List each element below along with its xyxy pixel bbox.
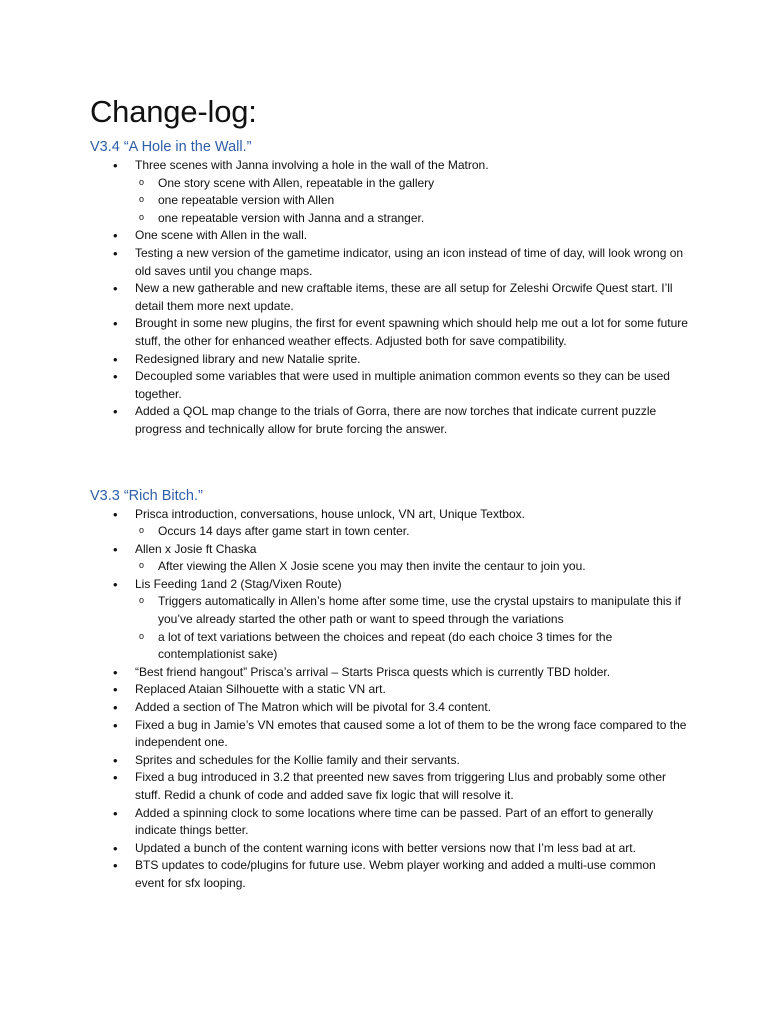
change-item [90,717,688,752]
change-item [90,351,688,369]
sub-change-item: o one repeatable version with Allen [135,192,688,210]
sub-change-list [135,558,688,576]
sub-change-item: o After viewing the Allen X Josie scene you may then invite the centaur to join you. [135,558,688,576]
change-item [90,227,688,245]
page-title: Change-log: [90,94,257,129]
sub-change-item: o One story scene with Allen, repeatable in the gallery [135,175,688,193]
change-item-text: Sprites and schedules for the Kollie family and their servants. [135,752,460,767]
change-item [90,857,688,892]
change-item [90,699,688,717]
version-section [90,487,688,893]
change-item-text: Fixed a bug in Jamie’s VN emotes that caused some a lot of them to be the wrong face compared to the independent one. [135,717,687,750]
change-item [90,280,688,315]
sub-change-item: o Occurs 14 days after game start in town center. [135,523,688,541]
change-item-text: One scene with Allen in the wall. [135,228,308,243]
change-item-text: Added a QOL map change to the trials of Gorra, there are now torches that indicate current puzzle progress and technically allow for brute forcing the answer. [135,404,657,436]
change-item-text: Lis Feeding 1and 2 (Stag/Vixen Route) [135,576,342,591]
change-item-text: Allen x Josie ft Chaska [135,541,257,556]
change-item-text: Decoupled some variables that were used in multiple animation common events so they can be used together. [135,369,670,401]
change-item [90,752,688,770]
sub-change-list [135,523,688,541]
change-item [90,769,688,804]
sub-change-list [135,175,688,228]
change-item-text: BTS updates to code/plugins for future use. Webm player working and added a multi-use common event for sfx looping. [135,858,656,890]
change-item [90,315,688,350]
sub-change-item: o a lot of text variations between the choices and repeat (do each choice 3 times for the contemplationist sake) [135,629,688,664]
change-list [90,157,688,439]
change-item [90,245,688,280]
change-item-text: Testing a new version of the gametime indicator, using an icon instead of time of day, will look wrong on old saves until you change maps. [135,245,684,278]
change-item-text: New a new gatherable and new craftable items, these are all setup for Zeleshi Orcwife Quest start. I’ll detail them more next update. [135,281,673,313]
change-item-text: Brought in some new plugins, the first for event spawning which should help me out a lot for some future stuff, the other for enhanced weather effects. Adjusted both for save compatibility. [135,316,688,348]
changelog-sections [90,138,688,893]
sub-change-item: o one repeatable version with Janna and a stranger. [135,210,688,228]
change-item-text: Added a spinning clock to some locations where time can be passed. Part of an effort to generally indicate things better. [135,805,654,838]
change-item [90,368,688,403]
change-item-text: Replaced Ataian Silhouette with a static VN art. [135,682,386,697]
section-spacer [90,439,688,487]
change-item [90,157,688,227]
change-item-text: “Best friend hangout” Prisca’s arrival – Starts Prisca quests which is currently TBD holder. [135,664,611,679]
change-item [90,664,688,682]
change-item [90,576,688,664]
change-item-text: Added a section of The Matron which will be pivotal for 3.4 content. [135,700,491,715]
change-item [90,681,688,699]
change-item [90,403,688,438]
change-item-text: Prisca introduction, conversations, house unlock, VN art, Unique Textbox. [135,506,525,521]
version-heading: V3.4 “A Hole in the Wall.” [90,139,252,155]
change-item [90,506,688,541]
change-item-text: Fixed a bug introduced in 3.2 that preented new saves from triggering Llus and probably some other stuff. Redid a chunk of code and added save fix logic that will resolve it. [135,770,666,802]
sub-change-list [135,593,688,663]
change-item-text: Three scenes with Janna involving a hole in the wall of the Matron. [135,158,489,172]
change-item-text: Updated a bunch of the content warning icons with better versions now that I’m less bad at art. [135,840,636,855]
change-item-text: Redesigned library and new Natalie sprite. [135,351,361,366]
version-heading: V3.3 “Rich Bitch.” [90,487,203,504]
change-item [90,541,688,576]
change-item [90,805,688,840]
change-item [90,840,688,858]
sub-change-item: o Triggers automatically in Allen’s home after some time, use the crystal upstairs to manipulate this if you’ve already started the other path or want to speed through the variations [135,593,688,628]
change-list [90,506,688,893]
version-section [90,138,688,439]
